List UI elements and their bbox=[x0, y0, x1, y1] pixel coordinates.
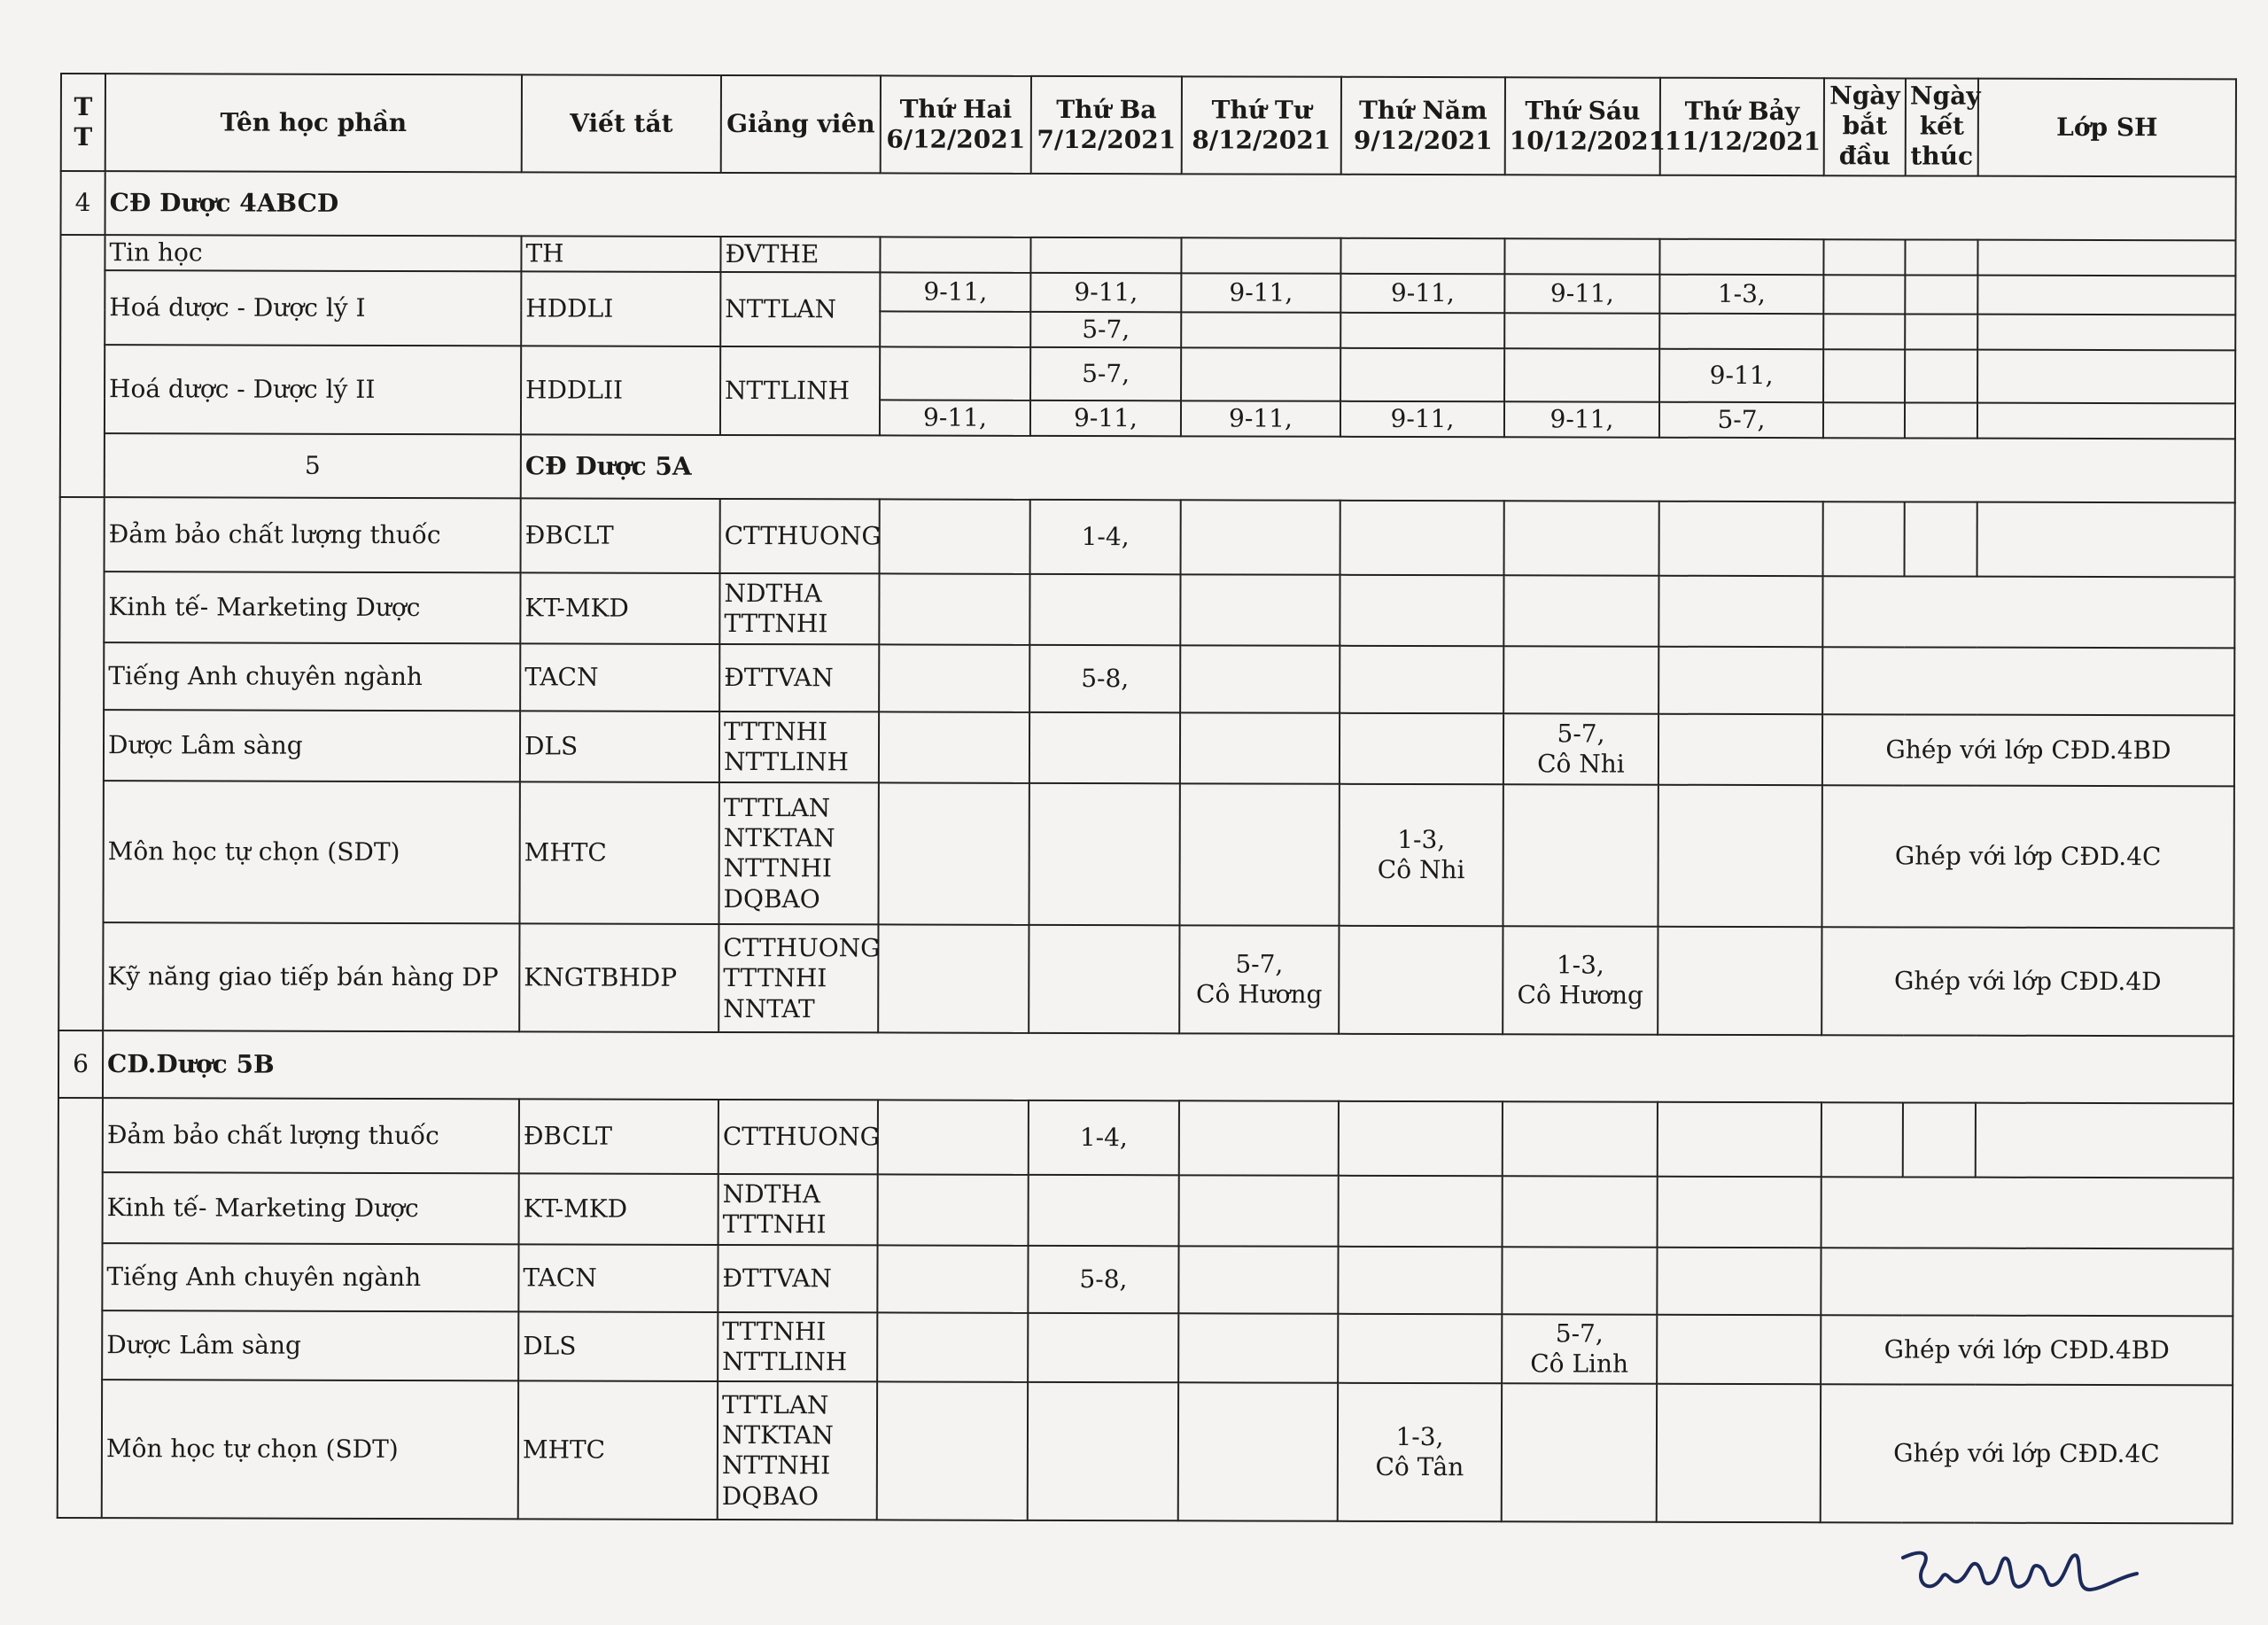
slot-tue: 1-4, bbox=[1029, 1100, 1179, 1175]
teacher: NDTHA TTTNHI bbox=[718, 1174, 878, 1245]
slot-cell bbox=[1340, 646, 1503, 713]
slot-cell bbox=[1502, 1384, 1657, 1522]
slot-cell bbox=[1504, 313, 1659, 349]
slot-cell bbox=[1180, 713, 1340, 784]
course-abbr: KT-MKD bbox=[519, 1174, 718, 1246]
table-row bbox=[58, 1310, 2233, 1385]
merge-note: Ghép với lớp CĐD.4BD bbox=[1822, 715, 2234, 787]
teacher: TTTLAN NTKTAN NTTNHI DQBAO bbox=[718, 782, 878, 924]
header-start-date: Ngày bắt đầu bbox=[1824, 78, 1906, 175]
table-row bbox=[58, 781, 2233, 928]
slot-cell bbox=[1181, 348, 1340, 401]
table-row bbox=[60, 345, 2235, 403]
course-abbr: HDDLII bbox=[521, 346, 720, 436]
slot-mon: 9-11, bbox=[880, 400, 1030, 437]
header-day-fri bbox=[1505, 77, 1666, 175]
course-name: Kinh tế- Marketing Dược bbox=[103, 1173, 519, 1245]
course-name: Tin học bbox=[105, 235, 521, 271]
slot-cell bbox=[879, 645, 1029, 712]
slot-cell bbox=[878, 1175, 1029, 1246]
slot-thu: 9-11, bbox=[1340, 274, 1504, 313]
slot-cell bbox=[879, 712, 1029, 783]
table-row bbox=[58, 1098, 2233, 1178]
teacher: CTTHUONG bbox=[718, 1100, 878, 1174]
teacher: ĐVTHE bbox=[720, 237, 880, 273]
slot-cell bbox=[1339, 1176, 1503, 1247]
table-row bbox=[60, 235, 2235, 276]
day-date: 7/12/2021 bbox=[1037, 124, 1177, 155]
tt-cell bbox=[58, 497, 105, 1030]
slot-cell bbox=[1340, 313, 1504, 349]
slot-cell bbox=[1657, 1384, 1821, 1522]
teacher: ĐTTVAN bbox=[718, 1245, 877, 1312]
slot-cell bbox=[1658, 647, 1822, 714]
course-name: Hoá dược - Dược lý I bbox=[105, 270, 521, 346]
course-abbr: TACN bbox=[520, 644, 719, 712]
slot-cell bbox=[1340, 348, 1504, 401]
slot-cell bbox=[1029, 712, 1180, 783]
tt-cell bbox=[58, 1098, 103, 1518]
slot-cell bbox=[1179, 1176, 1339, 1247]
slot-cell bbox=[1029, 925, 1179, 1033]
slot-cell bbox=[878, 783, 1029, 925]
course-name: Tiếng Anh chuyên ngành bbox=[102, 1244, 518, 1312]
slot-cell bbox=[1503, 785, 1658, 927]
start-cell bbox=[1823, 403, 1905, 439]
start-cell bbox=[1821, 1103, 1903, 1178]
teacher: TTTNHI NTTLINH bbox=[719, 711, 879, 782]
slot-cell bbox=[880, 312, 1030, 348]
slot-cell bbox=[1028, 1382, 1178, 1520]
day-date: 8/12/2021 bbox=[1192, 125, 1332, 155]
end-cell bbox=[1905, 276, 1977, 315]
start-cell bbox=[1823, 314, 1905, 349]
merge-note: Ghép với lớp CĐD.4D bbox=[1821, 928, 2233, 1037]
signature bbox=[1896, 1542, 2144, 1613]
slot-cell bbox=[1658, 1177, 1821, 1248]
slot-tue: 9-11, bbox=[1030, 400, 1181, 437]
slot-cell bbox=[1030, 237, 1181, 274]
table-row bbox=[58, 1380, 2233, 1523]
slot-cell bbox=[1502, 1248, 1657, 1315]
section-title: CĐ Dược 4ABCD bbox=[105, 171, 2236, 240]
day-date: 11/12/2021 bbox=[1664, 126, 1821, 157]
slot-fri: 5-7, Cô Linh bbox=[1502, 1315, 1657, 1384]
tt-cell bbox=[60, 235, 105, 498]
slot-cell bbox=[1503, 1102, 1658, 1177]
class-cell bbox=[1977, 315, 2235, 351]
slot-mon: 9-11, bbox=[880, 273, 1030, 312]
course-name: Môn học tự chọn (SDT) bbox=[103, 781, 519, 924]
course-name: Dược Lâm sàng bbox=[102, 1311, 518, 1381]
slot-cell bbox=[1340, 501, 1504, 575]
slot-cell bbox=[1503, 576, 1658, 647]
slot-cell bbox=[1179, 784, 1339, 926]
slot-cell bbox=[878, 1100, 1029, 1175]
slot-tue: 5-8, bbox=[1029, 645, 1180, 712]
class-cell bbox=[1977, 502, 2235, 578]
slot-cell bbox=[1504, 501, 1659, 576]
slot-cell bbox=[1180, 575, 1340, 646]
course-abbr: ĐBCLT bbox=[519, 1100, 718, 1175]
section-row bbox=[60, 433, 2235, 502]
class-cell bbox=[1822, 577, 2234, 649]
course-name: Tiếng Anh chuyên ngành bbox=[104, 643, 520, 711]
slot-fri: 9-11, bbox=[1504, 274, 1659, 313]
start-cell bbox=[1823, 350, 1905, 403]
end-cell bbox=[1905, 350, 1977, 403]
course-abbr: TACN bbox=[518, 1245, 718, 1313]
course-abbr: DLS bbox=[520, 711, 719, 783]
slot-cell bbox=[1503, 647, 1658, 714]
slot-cell bbox=[1504, 349, 1659, 402]
day-name: Thứ Hai bbox=[899, 94, 1013, 124]
course-name: Đảm bảo chất lượng thuốc bbox=[103, 1099, 519, 1174]
slot-tue: 5-8, bbox=[1028, 1246, 1178, 1313]
slot-cell bbox=[1658, 785, 1821, 927]
slot-fri: 5-7, Cô Nhi bbox=[1503, 714, 1658, 785]
slot-cell bbox=[1659, 501, 1823, 576]
table-row bbox=[58, 922, 2233, 1036]
slot-cell bbox=[1503, 1177, 1658, 1248]
header-course: Tên học phần bbox=[105, 74, 522, 172]
class-cell bbox=[1977, 240, 2235, 276]
slot-cell bbox=[1029, 574, 1180, 645]
section-title: CD.Dược 5B bbox=[103, 1031, 2233, 1104]
section-number: 4 bbox=[61, 171, 105, 235]
section-row bbox=[58, 1030, 2233, 1103]
slot-cell bbox=[880, 500, 1030, 574]
course-name: Kỹ năng giao tiếp bán hàng DP bbox=[103, 923, 519, 1032]
slot-cell bbox=[1504, 238, 1659, 275]
slot-cell bbox=[1658, 927, 1821, 1035]
slot-cell bbox=[877, 1382, 1028, 1520]
table-row bbox=[60, 497, 2235, 577]
course-abbr: MHTC bbox=[518, 1381, 718, 1520]
teacher: CTTHUONG bbox=[720, 499, 880, 573]
merge-note: Ghép với lớp CĐD.4C bbox=[1821, 786, 2233, 929]
slot-cell bbox=[880, 347, 1030, 400]
teacher: NDTHA TTTNHI bbox=[719, 573, 879, 644]
course-name: Đảm bảo chất lượng thuốc bbox=[105, 498, 521, 573]
slot-wed: 9-11, bbox=[1181, 401, 1340, 438]
day-date: 9/12/2021 bbox=[1353, 125, 1493, 156]
header-day-thu bbox=[1341, 77, 1505, 175]
teacher: NTTLINH bbox=[720, 346, 880, 436]
slot-cell bbox=[1658, 576, 1822, 647]
course-name: Môn học tự chọn (SDT) bbox=[102, 1380, 518, 1520]
course-abbr: TH bbox=[521, 236, 720, 272]
course-name: Hoá dược - Dược lý II bbox=[105, 345, 521, 434]
slot-tue: 1-4, bbox=[1030, 500, 1181, 574]
slot-thu: 9-11, bbox=[1340, 401, 1504, 438]
teacher: ĐTTVAN bbox=[719, 644, 879, 711]
slot-cell bbox=[878, 925, 1029, 1033]
day-date: 10/12/2021 bbox=[1509, 126, 1666, 156]
slot-fri: 9-11, bbox=[1504, 402, 1659, 439]
slot-thu: 1-3, Cô Nhi bbox=[1339, 784, 1503, 926]
header-class: Lớp SH bbox=[1978, 79, 2236, 177]
end-cell bbox=[1905, 502, 1977, 577]
course-abbr: DLS bbox=[518, 1312, 718, 1382]
class-cell bbox=[1821, 1178, 2233, 1249]
slot-tue: 5-7, bbox=[1030, 347, 1181, 400]
day-name: Thứ Bảy bbox=[1684, 96, 1800, 126]
slot-cell bbox=[1338, 1247, 1502, 1314]
table-row bbox=[59, 642, 2234, 715]
slot-cell bbox=[1340, 238, 1504, 275]
slot-cell bbox=[1181, 237, 1340, 274]
end-cell bbox=[1903, 1103, 1976, 1178]
course-abbr: KNGTBHDP bbox=[519, 924, 718, 1033]
class-cell bbox=[1977, 350, 2235, 404]
table-row bbox=[59, 571, 2234, 648]
header-day-mon bbox=[881, 75, 1031, 173]
day-name: Thứ Năm bbox=[1359, 95, 1487, 126]
class-cell bbox=[1822, 648, 2234, 716]
slot-cell bbox=[1178, 1383, 1338, 1521]
slot-sat: 9-11, bbox=[1659, 349, 1823, 402]
class-cell bbox=[1977, 276, 2235, 315]
header-day-wed bbox=[1182, 76, 1341, 174]
slot-cell bbox=[879, 574, 1029, 645]
day-name: Thứ Tư bbox=[1211, 95, 1312, 125]
slot-cell bbox=[1029, 783, 1179, 925]
header-end-date: Ngày kết thúc bbox=[1906, 78, 1978, 175]
teacher: TTTLAN NTKTAN NTTNHI DQBAO bbox=[718, 1381, 877, 1520]
slot-cell bbox=[1340, 713, 1503, 784]
slot-cell bbox=[1029, 1175, 1179, 1246]
end-cell bbox=[1905, 239, 1977, 275]
end-cell bbox=[1905, 315, 1977, 350]
slot-cell bbox=[877, 1246, 1028, 1313]
slot-fri: 1-3, Cô Hương bbox=[1503, 927, 1658, 1035]
slot-cell bbox=[1657, 1248, 1821, 1315]
start-cell bbox=[1823, 239, 1905, 275]
slot-sat: 5-7, bbox=[1659, 402, 1823, 439]
section-number: 6 bbox=[58, 1030, 103, 1098]
slot-cell bbox=[1028, 1313, 1178, 1382]
slot-tue: 5-7, bbox=[1030, 312, 1181, 348]
slot-sat: 1-3, bbox=[1659, 275, 1823, 314]
end-cell bbox=[1905, 403, 1977, 439]
slot-cell bbox=[1658, 1102, 1821, 1177]
teacher: NTTLAN bbox=[720, 272, 880, 347]
table-row bbox=[59, 710, 2234, 786]
slot-thu: 1-3, Cô Tân bbox=[1338, 1383, 1502, 1521]
slot-tue: 9-11, bbox=[1030, 273, 1181, 312]
slot-wed: 9-11, bbox=[1181, 273, 1340, 312]
slot-cell bbox=[880, 237, 1030, 273]
section-title: CĐ Dược 5A bbox=[521, 435, 2235, 503]
slot-cell bbox=[1659, 239, 1823, 276]
slot-cell bbox=[1179, 1101, 1339, 1176]
course-abbr: KT-MKD bbox=[520, 573, 719, 645]
table-row bbox=[58, 1172, 2233, 1248]
header-day-sat bbox=[1660, 78, 1824, 175]
table-row bbox=[58, 1243, 2233, 1316]
header-day-tue bbox=[1031, 76, 1182, 174]
course-name: Kinh tế- Marketing Dược bbox=[104, 572, 520, 644]
header-tt: T T bbox=[61, 74, 105, 171]
table-row bbox=[60, 270, 2235, 315]
header-teacher: Giảng viên bbox=[721, 75, 881, 173]
class-cell bbox=[1976, 1103, 2233, 1178]
teacher: TTTNHI NTTLINH bbox=[718, 1312, 877, 1381]
slot-cell bbox=[1657, 1315, 1821, 1384]
slot-cell bbox=[1180, 646, 1340, 713]
day-name: Thứ Ba bbox=[1056, 94, 1157, 125]
day-name: Thứ Sáu bbox=[1525, 96, 1641, 126]
merge-note: Ghép với lớp CĐD.4C bbox=[1821, 1385, 2233, 1524]
section-number: 5 bbox=[105, 434, 521, 499]
slot-cell bbox=[1181, 501, 1340, 575]
slot-cell bbox=[1659, 314, 1823, 350]
day-date: 6/12/2021 bbox=[886, 124, 1026, 154]
slot-cell bbox=[1181, 312, 1340, 348]
slot-cell bbox=[877, 1313, 1028, 1382]
course-abbr: MHTC bbox=[519, 782, 718, 925]
course-abbr: ĐBCLT bbox=[521, 499, 720, 574]
merge-note: Ghép với lớp CĐD.4BD bbox=[1821, 1316, 2233, 1386]
slot-cell bbox=[1338, 1314, 1502, 1383]
section-row bbox=[61, 171, 2236, 240]
header-abbr: Viết tắt bbox=[522, 74, 721, 173]
slot-cell bbox=[1339, 1101, 1503, 1176]
class-cell bbox=[1821, 1248, 2233, 1317]
slot-cell bbox=[1340, 575, 1503, 646]
slot-cell bbox=[1178, 1247, 1338, 1314]
header-row bbox=[61, 74, 2236, 176]
slot-cell bbox=[1178, 1314, 1338, 1383]
slot-cell bbox=[1658, 714, 1822, 785]
course-abbr: HDDLI bbox=[521, 272, 720, 347]
slot-wed: 5-7, Cô Hương bbox=[1179, 926, 1339, 1034]
start-cell bbox=[1823, 275, 1905, 314]
class-cell bbox=[1977, 403, 2235, 439]
course-name: Dược Lâm sàng bbox=[104, 711, 520, 782]
start-cell bbox=[1823, 502, 1905, 577]
teacher: CTTHUONG TTTNHI NNTAT bbox=[718, 924, 878, 1032]
schedule-table bbox=[57, 73, 2237, 1525]
slot-cell bbox=[1339, 926, 1503, 1034]
